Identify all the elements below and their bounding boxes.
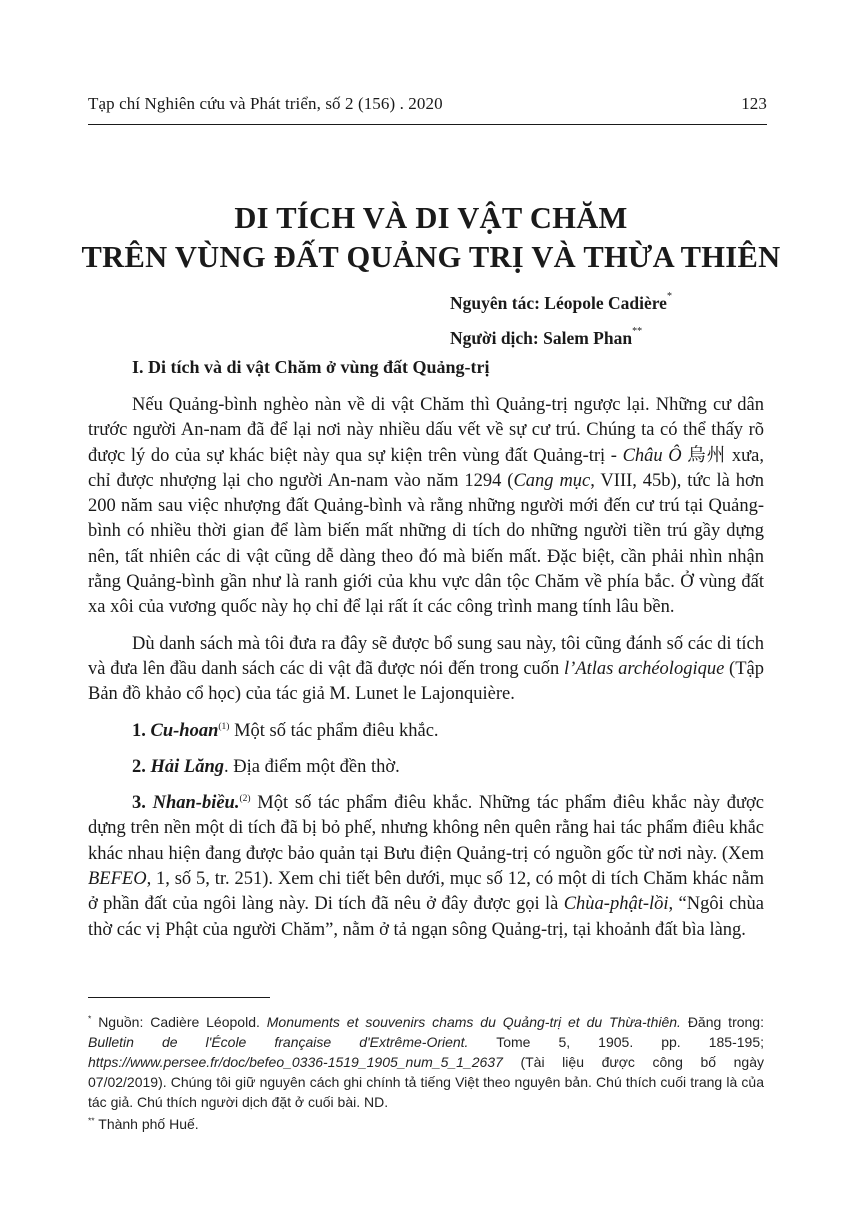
- translator: [450, 319, 672, 354]
- page-number: 123: [741, 94, 767, 113]
- italic-run: Châu Ô: [622, 445, 682, 466]
- author-block: [450, 284, 672, 354]
- title-line-2: TRÊN VÙNG ĐẤT QUẢNG TRỊ VÀ THỪA THIÊN: [81, 240, 781, 274]
- text-run: . Địa điểm một đền thờ.: [224, 756, 400, 777]
- text-run: Nếu Quảng-bình nghèo nàn về di vật Chăm thì Quảng-trị ngược lại. Những cư dân trước người An-nam đã để lại nơi này nhiều dấu vết về sự cư trú. Chúng ta có thể thấy rõ được lý do của sự khác biệt này qua sự kiện trên vùng đất Quảng-trị -: [88, 395, 764, 466]
- text-run: Nguồn: Cadière Léopold.: [91, 1014, 267, 1030]
- footnote-2: [88, 1114, 764, 1134]
- item-number: 3.: [132, 793, 153, 814]
- item-name: Nhan-biều.: [152, 793, 240, 814]
- header-divider: [88, 124, 767, 125]
- italic-run: Bulletin de l'École française d'Extrême-Orient.: [88, 1034, 469, 1050]
- text-run: Dù danh sách mà tôi đưa ra đây sẽ được bổ sung sau này, tôi cũng đánh số các di tích và đưa lên đầu danh sách các di vật đã được nói đến trong cuốn: [88, 633, 764, 679]
- footnote-ref: (1): [218, 721, 230, 732]
- paragraph-2: [88, 632, 764, 708]
- item-name: Hải Lăng: [150, 756, 224, 777]
- italic-run: Chùa-phật-lồi: [563, 894, 669, 915]
- item-number: 2.: [132, 756, 151, 777]
- journal-name: Tạp chí Nghiên cứu và Phát triển, số 2 (156) . 2020: [88, 94, 443, 113]
- section-heading: I. Di tích và di vật Chăm ở vùng đất Quảng-trị: [132, 357, 490, 377]
- text-run: Một số tác phẩm điêu khắc.: [229, 720, 439, 741]
- translator-label: Người dịch: Salem Phan: [450, 327, 633, 348]
- text-run: , “Ngôi chùa thờ các vị Phật của người Chăm”, nằm ở tả ngạn sông Quảng-trị, tại khoảnh đất bìa làng.: [88, 894, 764, 940]
- footnote-ref: (2): [239, 794, 251, 804]
- original-author-footnote-mark: *: [666, 291, 672, 302]
- running-header: [88, 94, 767, 114]
- title-line-1: DI TÍCH VÀ DI VẬT CHĂM: [234, 201, 628, 235]
- italic-run: Monuments et souvenirs chams du Quảng-trị et du Thừa-thiên.: [266, 1014, 681, 1030]
- italic-run: BEFEO: [88, 869, 147, 890]
- text-run: , 1, số 5, tr. 251). Xem chi tiết bên dưới, mục số 12, có một di tích Chăm khác nằm ở phần đất của ngôi làng này. Di tích đã nêu ở đây được gọi là: [88, 869, 764, 915]
- footnote-divider: [88, 997, 270, 998]
- source-url-link[interactable]: https://www.persee.fr/doc/befeo_0336-1519_1905_num_5_1_2637: [88, 1054, 503, 1070]
- article-title: [60, 199, 802, 277]
- text-run: Tome 5, 1905. pp. 185-195;: [468, 1034, 764, 1050]
- text-run: , VIII, 45b), tức là hơn 200 năm sau việc nhượng đất Quảng-bình và rằng những người mới đến cư trú tại Quảng-bình có nhiều thời gian để làm biến mất những di tích do những người tiền trú gầy dựng nên, tất nhiên các di vật cũng dễ dàng theo đó mà biến mất. Đặc biệt, cần phải nhìn nhận rằng Quảng-bình gần như là ranh giới của khu vực dân tộc Chăm về phía bắc. Ở vùng đất xa xôi của vương quốc này họ chỉ để lại rất ít các công trình mang tính lâu bền.: [88, 470, 764, 618]
- paragraph-1: [88, 393, 764, 621]
- translator-footnote-mark: **: [632, 325, 643, 337]
- footnote-1: [88, 1012, 764, 1112]
- footnotes: [88, 1012, 764, 1136]
- list-item-1: [88, 719, 764, 744]
- original-author: [450, 284, 672, 319]
- italic-run: l’Atlas archéologique: [564, 658, 725, 679]
- text-run: (Tài liệu được công bố ngày 07/02/2019). Chúng tôi giữ nguyên cách ghi chính tả tiếng Việt theo nguyên bản. Chú thích cuối trang là của tác giả. Chú thích người dịch đặt ở cuối bài. ND.: [88, 1054, 764, 1110]
- text-run: Thành phố Huế.: [94, 1116, 199, 1132]
- article-body: [88, 393, 764, 954]
- item-number: 1.: [132, 720, 151, 741]
- italic-run: Cang mục: [513, 470, 591, 491]
- text-run: 烏州 xưa, chỉ được nhượng lại cho người An-nam vào năm 1294 (: [88, 445, 764, 491]
- original-author-label: Nguyên tác: Léopole Cadière: [450, 292, 667, 313]
- text-run: Một số tác phẩm điêu khắc. Những tác phẩm điêu khắc này được dựng trên nền một di tích đã bị bỏ phế, nhưng không nên quên rằng hai tác phẩm điêu khắc khác nhau hiện đang được bảo quản tại Bưu điện Quảng-trị có nguồn gốc từ nơi này. (Xem: [88, 793, 764, 864]
- footnote-mark: *: [88, 1013, 92, 1024]
- list-item-3: [88, 791, 764, 943]
- text-run: Đăng trong:: [680, 1014, 764, 1030]
- footnote-mark: **: [88, 1115, 95, 1126]
- item-name: Cu-hoan: [150, 720, 219, 741]
- list-item-2: [88, 755, 764, 780]
- text-run: (Tập Bản đồ khảo cổ học) của tác giả M. Lunet le Lajonquière.: [88, 658, 764, 705]
